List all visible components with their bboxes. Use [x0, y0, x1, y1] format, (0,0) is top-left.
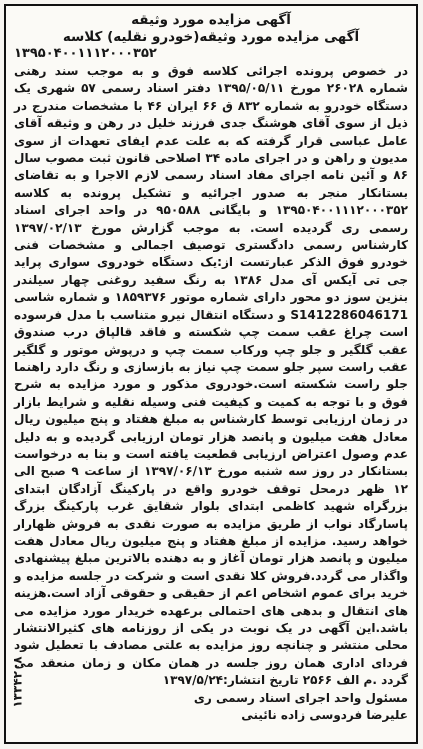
- issuing-office: مسئول واحد اجرای اسناد رسمی ری: [193, 690, 408, 705]
- case-number: ۱۳۹۵۰۴۰۰۱۱۱۲۰۰۰۳۵۲: [14, 46, 157, 61]
- notice-frame: [4, 4, 418, 744]
- side-code: ۱۳۳۴۲۰۸: [11, 656, 25, 708]
- officer-name: علیرضا فردوسی زاده نائینی: [241, 707, 408, 722]
- notice-body: در خصوص پرونده اجرائی کلاسه فوق و به موجب سند رهنی شماره ۲۶۰۲۸ مورخ ۱۳۹۵/۰۵/۱۱ دفتر اسناد رسمی ۵۷ شهری یک دستگاه خودرو به شماره ۸۳۲ ق ۶۶ ایران ۴۶ با مشخصات مندرج در ذیل از سوی آقای هوشنگ جدی فرزند خلیل در رهن و وثیقه آقای عامل عباسی قرار گرفته که به علت عدم ایفای تعهدات از سوی مدیون و راهن و در اجرای ماده ۳۴ اصلاحی قانون ثبت مصوب سال ۸۶ و آئین نامه اجرای مفاد اسناد رسمی لازم الاجرا و به تقاضای بستانکار منجر به صدور اجرائیه و تشکیل پرونده به کلاسه ۱۳۹۵۰۴۰۰۱۱۱۲۰۰۰۳۵۲ و بایگانی ۹۵۰۵۸۸ در واحد اجرای اسناد رسمی ری گردیده است. به موجب گزارش مورخ ۱۳۹۷/۰۲/۱۳ کارشناس رسمی دادگستری توصیف اجمالی و مشخصات فنی خودرو فوق الذکر عبارتست از:یک دستگاه خودروی سواری پراید جی تی آیکس آی مدل ۱۳۸۶ به رنگ سفید روغنی چهار سیلندر بنزین سوز دو محور دارای شماره موتور ۱۸۵۹۳۷۶ و شماره شاسی S1412286046171 و دستگاه انتقال نیرو متناسب با مدل فرسوده است چراغ عقب سمت چپ شکسته و فاقد قالپاق درب صندوق عقب گلگیر و جلو چپ ورکاب سمت چپ و درپوش موتور و گلگیر عقب راست سپر جلو سمت چپ نیاز به بازسازی و رنگ دارد راهنما جلو راست شکسته است.خودروی مذکور و مورد مزایده به شرح فوق و با توجه به کمیت و کیفیت فنی وسیله نقلیه و شرایط بازار در زمان ارزیابی توسط کارشناس به مبلغ هفتاد و پنج میلیون ریال معادل هفت میلیون و پانصد هزار تومان ارزیابی گردیده و به دلیل عدم وصول اعتراض ارزیابی قطعیت یافته است و بنا به درخواست بستانکار در روز سه شنبه مورخ ۱۳۹۷/۰۶/۱۳ از ساعت ۹ صبح الی ۱۲ ظهر درمحل توقف خودرو واقع در پارکینگ آزادگان ابتدای بزرگراه شهید کاظمی ابتدای بلوار شقایق غرب پارکینگ بزرگ پاسارگاد نواب از طریق مزایده به صورت نقدی به فروش ظهارار خواهد رسید. مزایده از مبلغ هفتاد و پنج میلیون ریال معادل هفت میلیون و پانصد هزار تومان آغاز و به دهنده بالاترین مبلغ پیشنهادی واگذار می گردد.فروش کلا نقدی است و شرکت در جلسه مزایده و خرید برای عموم اشخاص اعم از حقیقی و حقوقی آزاد است.هزینه های انتقال و بدهی های احتمالی برعهده خریدار مورد مزایده می باشد.این آگهی در یک نوبت در یکی از روزنامه های کثیرالانتشار محلی منتشر و چنانچه روز مزایده به علتی مصادف با تعطیل شود فردای اداری همان روز جلسه در همان مکان و زمان منعقد می گردد .م الف ۲۵۶۶ تاریخ انتشار:۱۳۹۷/۵/۲۴: [14, 64, 409, 688]
- notice-subtitle: آگهی مزایده مورد وثیقه(خودرو نقلیه) کلاسه: [62, 29, 360, 45]
- notice-content: [14, 12, 408, 724]
- side-code-stamp: [10, 634, 26, 730]
- notice-title: آگهی مزایده مورد وثیقه: [131, 12, 291, 28]
